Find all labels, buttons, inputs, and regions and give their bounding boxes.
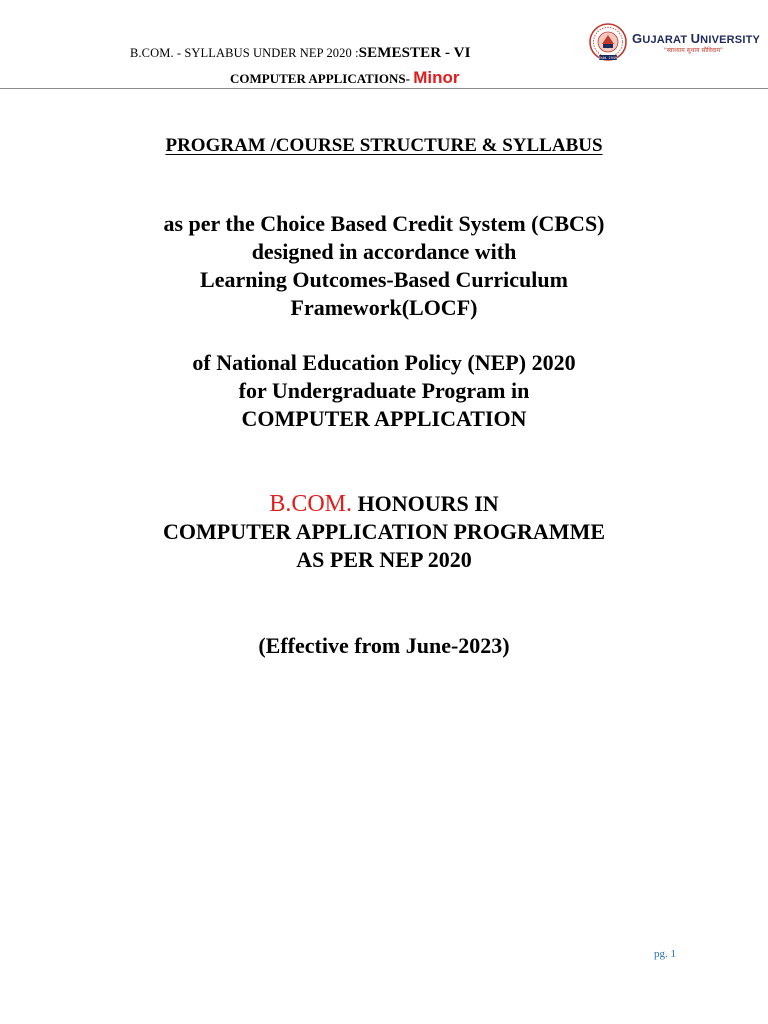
cbcs-line-3: Learning Outcomes-Based Curriculum (200, 267, 568, 292)
header-course-text: COMPUTER APPLICATIONS- (230, 71, 410, 86)
university-name (632, 31, 760, 46)
nep-section (0, 349, 768, 433)
nep-line-1: of National Education Policy (NEP) 2020 (192, 350, 576, 375)
cbcs-line-1: as per the Choice Based Credit System (CBCS) (163, 211, 605, 236)
programme-section (0, 490, 768, 574)
header-syllabus-text: B.COM. - SYLLABUS UNDER NEP 2020 : (130, 46, 359, 60)
cbcs-line-2: designed in accordance with (251, 239, 517, 264)
nep-line-2: for Undergraduate Program in (238, 378, 530, 403)
page-header (0, 0, 768, 88)
effective-date: (Effective from June-2023) (258, 633, 510, 658)
document-title-text: PROGRAM /COURSE STRUCTURE & SYLLABUS (165, 135, 603, 156)
header-line-1 (130, 45, 471, 62)
programme-line-1-rest: HONOURS IN (352, 491, 499, 516)
cbcs-line-4: Framework(LOCF) (290, 295, 478, 320)
degree-label: B.COM. (269, 491, 352, 517)
nep-line-3: COMPUTER APPLICATION (241, 406, 527, 431)
seal-year-text: Estd. 1949 (598, 56, 618, 61)
cbcs-section (0, 210, 768, 322)
logo-initial-u: U (690, 31, 701, 46)
logo-name-part-1: UJARAT (642, 34, 691, 46)
header-semester: SEMESTER - VI (358, 45, 471, 61)
programme-line-2: COMPUTER APPLICATION PROGRAMME (162, 519, 606, 544)
programme-line-1 (0, 490, 768, 518)
page-number: pg. 1 (654, 948, 676, 960)
logo-name-part-2: NIVERSITY (700, 34, 761, 46)
programme-line-3: AS PER NEP 2020 (296, 547, 472, 572)
header-minor-label: Minor (413, 68, 460, 87)
document-title (0, 134, 768, 158)
logo-initial-g: G (632, 31, 643, 46)
header-line-2 (230, 68, 460, 88)
university-seal-icon (588, 22, 628, 64)
university-logo (588, 22, 761, 64)
university-tagline: "स्वाध्याय सुधाय सौविदाय" (664, 47, 723, 54)
header-divider (0, 88, 768, 89)
